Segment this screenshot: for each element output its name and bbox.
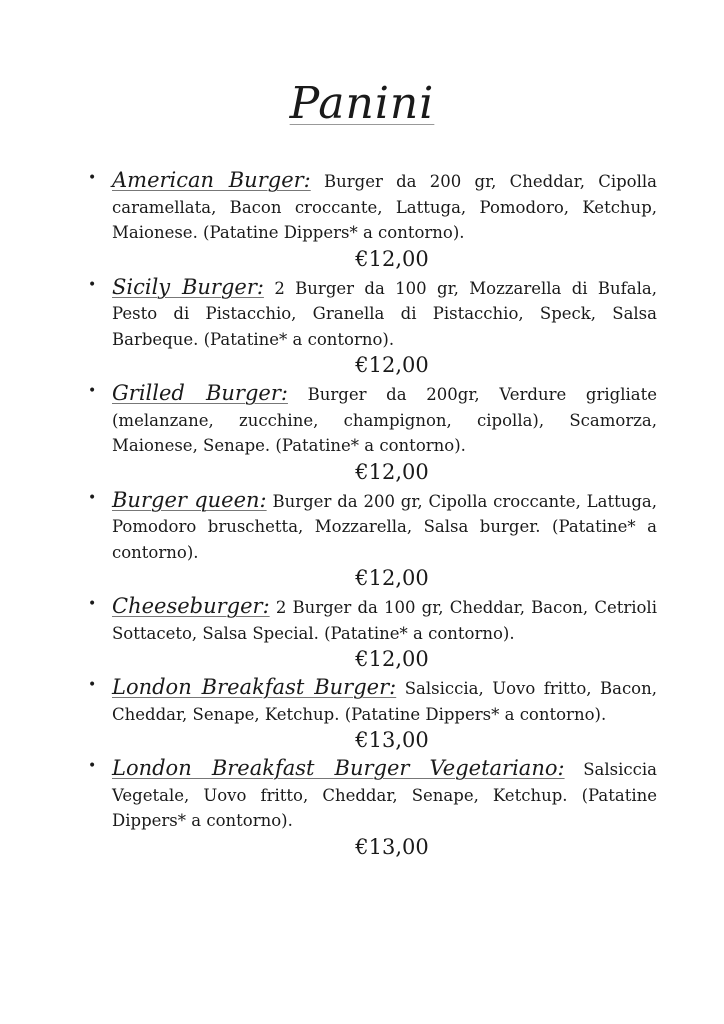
menu-item [0,594,724,672]
bullet-icon: • [88,758,97,774]
item-name: Grilled Burger: [112,381,288,405]
item-price: €12,00 [355,246,429,271]
item-price: €12,00 [355,459,429,484]
item-description: 2 Burger da 100 gr, Cheddar, Bacon, Cetrioli Sottaceto, Salsa Special. (Patatine* a contorno). [112,598,657,643]
bullet-icon: • [88,489,97,506]
item-price: €12,00 [355,566,429,590]
menu-item [0,275,724,379]
item-description: 2 Burger da 100 gr, Mozzarella di Bufala, Pesto di Pistacchio, Granella di Pistacchio, Speck, Salsa Barbeque. (Patatine* a contorno). [112,278,657,349]
item-description-block [112,594,657,646]
item-price: €13,00 [355,834,429,859]
item-price: €12,00 [355,647,429,671]
item-description: Salsiccia Vegetale, Uovo fritto, Cheddar, Senape, Ketchup. (Patatine Dippers* a contorno). [112,760,657,830]
item-description-block [112,756,657,834]
item-description-block [112,381,657,459]
menu-item [0,381,724,485]
item-description: Burger da 200 gr, Cipolla croccante, Lattuga, Pomodoro bruschetta, Mozzarella, Salsa burger. (Patatine* a contorno). [112,491,657,562]
item-description: Burger da 200 gr, Cheddar, Cipolla caramellata, Bacon croccante, Lattuga, Pomodoro, Ketchup, Maionese. (Patatine Dippers* a contorno). [112,172,657,242]
item-name: Burger queen: [112,487,267,512]
bullet-icon: • [88,383,97,399]
bullet-icon: • [88,677,97,693]
item-description: Burger da 200gr, Verdure grigliate (melanzane, zucchine, champignon, cipolla), Scamorza, Maionese, Senape. (Patatine* a contorno). [112,385,657,455]
item-name: American Burger: [112,168,311,192]
item-name: London Breakfast Burger Vegetariano: [112,756,565,780]
item-description: Salsiccia, Uovo fritto, Bacon, Cheddar, Senape, Ketchup. (Patatine Dippers* a contorno). [112,679,657,724]
item-price: €13,00 [355,728,429,752]
bullet-icon: • [88,276,97,293]
item-price: €12,00 [355,353,429,377]
menu-item [0,756,724,860]
bullet-icon: • [88,596,97,612]
item-name: Cheeseburger: [112,594,270,618]
item-description-block [112,275,657,353]
menu-item [0,168,724,272]
menu-list [0,168,724,863]
item-description-block [112,488,657,566]
item-description-block [112,168,657,246]
bullet-icon: • [88,170,97,186]
item-description-block [112,675,657,727]
menu-item [0,488,724,592]
page-title: Panini [289,78,435,129]
menu-item [0,675,724,753]
item-name: London Breakfast Burger: [112,675,397,699]
item-name: Sicily Burger: [112,274,264,299]
